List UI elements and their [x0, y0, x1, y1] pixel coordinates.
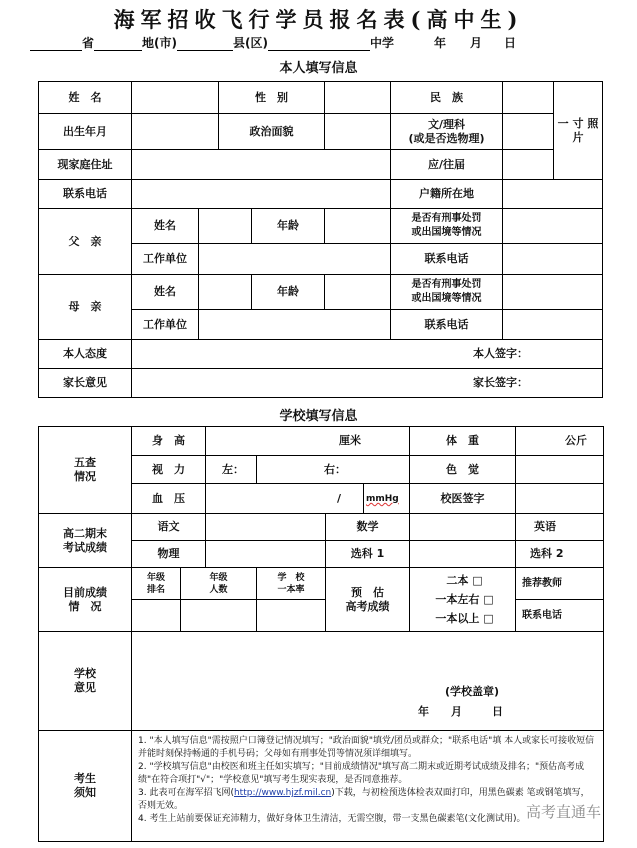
gender-field[interactable] [325, 82, 391, 114]
section-personal-title: 本人填写信息 [279, 61, 358, 76]
color-field[interactable] [516, 456, 604, 484]
math-field[interactable] [410, 514, 516, 541]
option-yiben-above[interactable]: 一本以上 □ [435, 612, 494, 625]
address-field[interactable] [132, 150, 391, 180]
father-name-field[interactable] [199, 209, 252, 244]
physics-field[interactable] [206, 541, 326, 568]
father-label: 父 亲 [39, 209, 132, 275]
address-label: 现家庭住址 [39, 150, 132, 180]
weight-unit[interactable]: 公斤 [516, 427, 604, 456]
mother-name-field[interactable] [199, 275, 252, 310]
province-label: 省 [82, 36, 95, 50]
month-label: 月 [470, 36, 483, 50]
option-erben[interactable]: 二本 □ [446, 574, 483, 587]
school-opinion-field[interactable] [132, 632, 604, 731]
father-crim-label: 是否有刑事处罚 或出国境等情况 [391, 209, 503, 244]
day-label: 日 [504, 36, 517, 50]
personal-info-table [38, 81, 603, 398]
physics-label: 物理 [132, 541, 206, 568]
school-info-table [38, 426, 604, 842]
height-label: 身 高 [132, 427, 206, 456]
teacher-label: 推荐教师 [516, 568, 604, 600]
grade-rank-field[interactable] [132, 600, 181, 632]
school-opinion-label: 学校 意见 [39, 632, 132, 731]
notice-1: 1. "本人填写信息"需按照户口簿登记情况填写；"政治面貌"填党/团员或群众；"联系电话"填 本人或家长可接收短信并能时刻保持畅通的手机号码；父母如有刑事处罚等情况须详细填写。 [138, 736, 595, 759]
chinese-label: 语文 [132, 514, 206, 541]
math-label: 数学 [326, 514, 410, 541]
notice-3: 3. 此表可在海军招飞网(http://www.hjzf.mil.cn)下载，与初检预选体检表双面打印，用黑色碳素 笔或钢笔填写，否则无效。 [138, 788, 590, 811]
school-seal-label: (学校盖章) [444, 685, 499, 698]
stream-field[interactable] [503, 114, 554, 150]
father-age-field[interactable] [325, 209, 391, 244]
stream-label: 文/理科 (或是否选物理) [391, 114, 503, 150]
grade-rank-label: 年级 排名 [132, 568, 181, 600]
phone-label: 联系电话 [39, 180, 132, 209]
elective1-label: 选科 1 [326, 541, 410, 568]
height-unit[interactable]: 厘米 [206, 427, 410, 456]
weight-label: 体 重 [410, 427, 516, 456]
vision-label: 视 力 [132, 456, 206, 484]
county-label: 县(区) [233, 36, 268, 50]
phone-field[interactable] [132, 180, 391, 209]
hukou-field[interactable] [503, 180, 603, 209]
father-name-label: 姓名 [132, 209, 199, 244]
form-title: 海军招收飞行学员报名表(高中生) [113, 7, 524, 32]
bp-slash[interactable]: / [206, 484, 364, 514]
elective1-field[interactable] [410, 541, 516, 568]
header-meta [30, 34, 516, 51]
year-label: 年 [434, 36, 447, 50]
vision-right-label[interactable]: 右： [257, 456, 410, 484]
father-phone-field[interactable] [503, 244, 603, 275]
opinion-day: 日 [492, 705, 503, 718]
political-field[interactable] [325, 114, 391, 150]
mother-name-label: 姓名 [132, 275, 199, 310]
mother-crim-label: 是否有刑事处罚 或出国境等情况 [391, 275, 503, 310]
color-label: 色 觉 [410, 456, 516, 484]
father-work-label: 工作单位 [132, 244, 199, 275]
section-school-title: 学校填写信息 [279, 409, 358, 424]
city-label: 地(市) [142, 36, 177, 50]
notice-label: 考生 须知 [39, 731, 132, 842]
father-work-field[interactable] [199, 244, 391, 275]
vision-left-label[interactable]: 左： [206, 456, 257, 484]
mother-age-label: 年龄 [252, 275, 325, 310]
grad-field[interactable] [503, 150, 554, 180]
mother-crim-field[interactable] [503, 275, 603, 310]
term-score-label: 高二期末 考试成绩 [39, 514, 132, 568]
self-sign-label[interactable]: 本人签字： [132, 340, 603, 369]
name-field[interactable] [132, 82, 219, 114]
mother-work-field[interactable] [199, 310, 391, 340]
option-yiben-about[interactable]: 一本左右 □ [435, 593, 494, 606]
mother-phone-label: 联系电话 [391, 310, 503, 340]
predict-options[interactable] [410, 568, 516, 632]
photo-box: 一 寸 照 片 [554, 82, 603, 180]
political-label: 政治面貌 [219, 114, 325, 150]
predict-label: 预 估 高考成绩 [326, 568, 410, 632]
father-crim-field[interactable] [503, 209, 603, 244]
father-age-label: 年龄 [252, 209, 325, 244]
grad-label: 应/往届 [391, 150, 503, 180]
ethnic-field[interactable] [503, 82, 554, 114]
parent-opinion-label: 家长意见 [39, 369, 132, 398]
download-link[interactable]: http://www.hjzf.mil.cn [233, 788, 332, 798]
mother-label: 母 亲 [39, 275, 132, 340]
opinion-year: 年 [418, 705, 429, 718]
watermark-text: 高考直通车 [525, 803, 601, 821]
grade-count-label: 年级 人数 [181, 568, 257, 600]
doctor-sign-label: 校医签字 [410, 484, 516, 514]
current-score-label: 目前成绩 情 况 [39, 568, 132, 632]
english-label: 英语 [516, 514, 604, 541]
gender-label: 性 别 [219, 82, 325, 114]
opinion-month: 月 [451, 705, 462, 718]
attitude-label: 本人态度 [39, 340, 132, 369]
father-phone-label: 联系电话 [391, 244, 503, 275]
five-check-label: 五查 情况 [39, 427, 132, 514]
chinese-field[interactable] [206, 514, 326, 541]
teacher-phone-label: 联系电话 [516, 600, 604, 632]
school-label: 中学 [369, 36, 394, 50]
birth-field[interactable] [132, 114, 219, 150]
notice-4: 4. 考生上站前要保证充沛精力，做好身体卫生清洁，无需空腹，带一支黑色碳素笔(文化测试用)。 [138, 814, 526, 824]
mother-phone-field[interactable] [503, 310, 603, 340]
mother-work-label: 工作单位 [132, 310, 199, 340]
notice-2: 2. "学校填写信息"由校医和班主任如实填写；"目前成绩情况"填写高二期末或近期考试成绩及排名；"预估高考成绩"在符合项打"√"；"学校意见"填写考生现实表现，是否同意推荐。 [138, 762, 585, 785]
birth-label: 出生年月 [39, 114, 132, 150]
notice-content [132, 731, 604, 842]
grade-count-field[interactable] [181, 600, 257, 632]
bp-unit: mmHg [366, 494, 399, 504]
ethnic-label: 民 族 [391, 82, 503, 114]
mother-age-field[interactable] [325, 275, 391, 310]
parent-sign-label[interactable]: 家长签字： [132, 369, 603, 398]
doctor-sign-field[interactable] [516, 484, 604, 514]
school-rate-field[interactable] [257, 600, 326, 632]
bp-label: 血 压 [132, 484, 206, 514]
hukou-label: 户籍所在地 [391, 180, 503, 209]
elective2-label: 选科 2 [516, 541, 604, 568]
school-rate-label: 学 校 一本率 [257, 568, 326, 600]
name-label: 姓 名 [39, 82, 132, 114]
